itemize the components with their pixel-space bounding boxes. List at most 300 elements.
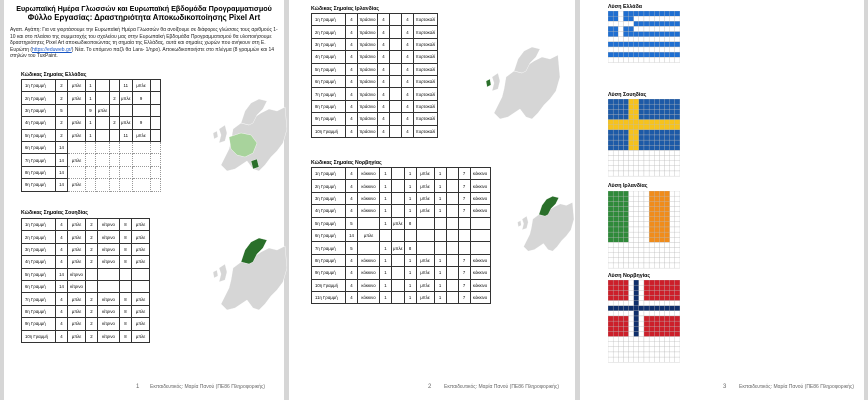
pixel-cell xyxy=(670,311,675,316)
pixel-cell xyxy=(659,357,664,362)
code-cell: κίτρινο xyxy=(68,280,86,292)
pixel-cell xyxy=(654,26,659,31)
pixel-cell xyxy=(649,171,654,176)
pixel-cell xyxy=(634,37,639,42)
pixel-cell xyxy=(644,114,649,119)
pixel-cell xyxy=(654,140,659,145)
row-label: 3η Γραμμή xyxy=(22,243,56,255)
row-label: 7η Γραμμή xyxy=(22,154,56,166)
pixel-cell xyxy=(613,222,618,227)
pixel-cell xyxy=(665,196,670,201)
pixel-cell xyxy=(659,342,664,347)
pixel-cell xyxy=(675,191,680,196)
code-cell: 4 xyxy=(402,75,414,87)
code-cell: 14 xyxy=(56,154,68,166)
pixel-cell xyxy=(623,140,628,145)
code-cell: κόκκινο xyxy=(358,205,380,217)
code-cell xyxy=(458,217,470,229)
pixel-cell xyxy=(649,21,654,26)
pixel-cell xyxy=(639,161,644,166)
pixel-cell xyxy=(670,26,675,31)
pixel-cell xyxy=(675,52,680,57)
pixel-cell xyxy=(659,258,664,263)
pixel-cell xyxy=(613,21,618,26)
pixel-cell xyxy=(644,232,649,237)
pixel-cell xyxy=(639,37,644,42)
pixel-cell xyxy=(629,161,634,166)
code-cell: 7 xyxy=(458,205,470,217)
code-cell: 8 xyxy=(120,293,132,305)
code-cell: 7 xyxy=(458,291,470,303)
code-cell xyxy=(110,104,120,116)
pixel-cell xyxy=(608,331,613,336)
pixel-cell xyxy=(629,295,634,300)
pixel-cell xyxy=(608,248,613,253)
pixel-cell xyxy=(665,201,670,206)
pixel-cell xyxy=(649,114,654,119)
code-cell: 4 xyxy=(346,51,358,63)
code-cell: μπλε xyxy=(68,318,86,330)
pixel-cell xyxy=(644,258,649,263)
pixel-cell xyxy=(665,130,670,135)
pixel-cell xyxy=(639,206,644,211)
code-cell xyxy=(132,166,150,178)
pixel-cell xyxy=(644,242,649,247)
pixel-cell xyxy=(665,301,670,306)
code-cell: 1 xyxy=(404,254,416,266)
pixel-cell xyxy=(670,227,675,232)
pixel-cell xyxy=(665,280,670,285)
pixel-cell xyxy=(629,342,634,347)
pixel-cell xyxy=(623,171,628,176)
pixel-cell xyxy=(670,248,675,253)
pixel-cell xyxy=(618,32,623,37)
code-cell: 4 xyxy=(346,26,358,38)
code-cell: 2 xyxy=(86,243,98,255)
pixel-cell xyxy=(608,232,613,237)
row-label: 5η Γραμμή xyxy=(312,217,346,229)
pixel-cell xyxy=(639,201,644,206)
code-cell: 5 xyxy=(56,104,68,116)
pixel-cell xyxy=(639,145,644,150)
pixel-cell xyxy=(670,120,675,125)
pixel-cell xyxy=(618,237,623,242)
pixel-cell xyxy=(613,156,618,161)
pixel-cell xyxy=(634,316,639,321)
pixel-cell xyxy=(675,120,680,125)
code-cell xyxy=(390,51,402,63)
pixel-cell xyxy=(675,342,680,347)
pixel-cell xyxy=(675,222,680,227)
pixel-cell xyxy=(665,145,670,150)
code-cell xyxy=(446,168,458,180)
pixel-cell xyxy=(649,156,654,161)
code-cell: μπλε xyxy=(132,305,150,317)
pixel-cell xyxy=(659,32,664,37)
pixel-cell xyxy=(639,337,644,342)
pixel-cell xyxy=(608,290,613,295)
code-cell: κόκκινο xyxy=(358,279,380,291)
pixel-cell xyxy=(618,156,623,161)
pixel-cell xyxy=(644,52,649,57)
pixel-cell xyxy=(629,37,634,42)
pixel-cell xyxy=(639,52,644,57)
row-label: 6η Γραμμή xyxy=(22,280,56,292)
pixel-cell xyxy=(654,227,659,232)
pixel-cell xyxy=(618,42,623,47)
pixel-cell xyxy=(665,263,670,268)
pixel-cell xyxy=(665,321,670,326)
code-cell: 8 xyxy=(120,256,132,268)
pixel-cell xyxy=(634,280,639,285)
pixel-cell xyxy=(634,125,639,130)
code-cell xyxy=(150,117,160,129)
pixel-cell xyxy=(639,352,644,357)
code-cell xyxy=(98,268,120,280)
pixel-cell xyxy=(623,290,628,295)
pixel-cell xyxy=(634,237,639,242)
pixel-cell xyxy=(618,191,623,196)
pixel-cell xyxy=(670,206,675,211)
pixel-cell xyxy=(675,227,680,232)
pixel-cell xyxy=(670,109,675,114)
code-cell: πορτοκαλί xyxy=(414,125,438,137)
pixel-cell xyxy=(618,295,623,300)
pixel-cell xyxy=(659,301,664,306)
pixel-cell xyxy=(675,32,680,37)
pixel-cell xyxy=(644,321,649,326)
pixel-cell xyxy=(623,352,628,357)
code-cell xyxy=(392,279,405,291)
code-cell: κίτρινο xyxy=(98,305,120,317)
pixel-cell xyxy=(623,217,628,222)
pixel-cell xyxy=(644,352,649,357)
pixel-cell xyxy=(634,161,639,166)
pixel-cell xyxy=(629,306,634,311)
code-cell: 4 xyxy=(56,256,68,268)
pixel-cell xyxy=(644,37,649,42)
pixel-cell xyxy=(665,222,670,227)
code-cell: 4 xyxy=(402,88,414,100)
code-cell xyxy=(358,217,380,229)
pixel-cell xyxy=(634,32,639,37)
pixel-cell xyxy=(634,227,639,232)
pixel-cell xyxy=(613,37,618,42)
code-cell: 4 xyxy=(346,14,358,26)
pixel-cell xyxy=(634,357,639,362)
code-cell xyxy=(392,229,405,241)
pixel-cell xyxy=(623,201,628,206)
pixel-cell xyxy=(644,47,649,52)
pixel-cell xyxy=(623,206,628,211)
code-cell: 4 xyxy=(378,26,390,38)
row-label: 3η Γραμμή xyxy=(22,104,56,116)
row-label: 1η Γραμμή xyxy=(312,168,346,180)
pixel-cell xyxy=(665,212,670,217)
pixel-cell xyxy=(629,212,634,217)
code-cell: μπλε xyxy=(132,256,150,268)
pixel-cell xyxy=(659,37,664,42)
pixel-cell xyxy=(613,171,618,176)
pixel-cell xyxy=(623,316,628,321)
europe-map-greece xyxy=(211,99,287,177)
uk-shape xyxy=(522,216,528,230)
pixel-cell xyxy=(623,26,628,31)
pixel-cell xyxy=(634,99,639,104)
pixel-cell xyxy=(665,227,670,232)
code-cell: 7 xyxy=(458,254,470,266)
pixel-cell xyxy=(675,47,680,52)
code-cell: 4 xyxy=(402,125,414,137)
pixel-cell xyxy=(629,114,634,119)
pixel-cell xyxy=(665,311,670,316)
pixel-cell xyxy=(608,130,613,135)
sweden-code-heading: Κώδικας Σημαίας Σουηδίας xyxy=(21,210,89,216)
pixel-cell xyxy=(613,290,618,295)
pixel-cell xyxy=(654,357,659,362)
pixel-cell xyxy=(623,196,628,201)
pixel-cell xyxy=(639,232,644,237)
code-cell xyxy=(446,229,458,241)
pixel-cell xyxy=(623,109,628,114)
code-cell: κόκκινο xyxy=(358,254,380,266)
pixel-cell xyxy=(649,331,654,336)
code-cell: πράσινο xyxy=(358,14,378,26)
pixel-cell xyxy=(629,156,634,161)
code-cell: 1 xyxy=(380,254,392,266)
code-cell xyxy=(390,88,402,100)
code-cell: 11 xyxy=(120,80,133,92)
europe-map-norway xyxy=(516,195,574,257)
code-cell: μπλε xyxy=(120,117,133,129)
pixel-cell xyxy=(644,285,649,290)
pixel-cell xyxy=(639,306,644,311)
code-cell xyxy=(434,229,446,241)
code-row xyxy=(312,180,491,192)
pixel-cell xyxy=(670,16,675,21)
pixel-cell xyxy=(639,135,644,140)
pixel-cell xyxy=(649,26,654,31)
pixel-cell xyxy=(665,135,670,140)
code-row xyxy=(22,166,161,178)
pixel-cell xyxy=(623,280,628,285)
row-label: 6η Γραμμή xyxy=(312,229,346,241)
pixel-cell xyxy=(623,357,628,362)
pixel-cell xyxy=(649,316,654,321)
pixel-cell xyxy=(644,120,649,125)
pixel-cell xyxy=(639,57,644,62)
pixel-cell xyxy=(623,263,628,268)
code-row xyxy=(312,125,438,137)
pixel-cell xyxy=(675,280,680,285)
pixel-cell xyxy=(654,342,659,347)
pixel-cell xyxy=(675,290,680,295)
pixel-cell xyxy=(608,295,613,300)
code-cell xyxy=(392,267,405,279)
pixel-cell xyxy=(623,285,628,290)
pixel-cell xyxy=(613,263,618,268)
row-label: 10η Γραμμή xyxy=(312,125,346,137)
intro-text: Αγαπ. Αγάπη: Για να γιορτάσουμε την Ευρωπαϊκή Ημέρα Γλωσσών θα ανοίξουμε σε διάφορες γλώσσες τους αριθμούς 1-10 και στο πλαίσιο της συμμετοχής του σχολείου μας στην Ευρωπαϊκή Εβδομάδα Προγραμματισμού θα υλοποιήσουμε δραστηριότητες Pixel Art αποκωδικοποιώντας τη σημαία της Ελλάδας, αυτά και σημαίες χωρών που ανήκουν στη Ε. Ευρώπη (https://eduweb.gr/) Νέα. Το επόμενο παζλ θα Lara- 1/ηρο). Αποκωδικοποιήστε στο πλέγμα (8 γραμμών και 14 στηλών του TuxPaint. xyxy=(10,27,278,60)
code-cell: 1 xyxy=(434,192,446,204)
code-cell: 9 xyxy=(132,117,150,129)
pixel-cell xyxy=(618,280,623,285)
pixel-cell xyxy=(649,104,654,109)
row-label: 2η Γραμμή xyxy=(312,180,346,192)
page-number: 2 xyxy=(428,384,432,390)
pixel-cell xyxy=(623,57,628,62)
pixel-cell xyxy=(644,337,649,342)
pixel-cell xyxy=(654,196,659,201)
pixel-cell xyxy=(623,161,628,166)
pixel-cell xyxy=(623,337,628,342)
code-cell: πορτοκαλί xyxy=(414,88,438,100)
row-label: 6η Γραμμή xyxy=(312,75,346,87)
pixel-cell xyxy=(629,248,634,253)
pixel-cell xyxy=(649,311,654,316)
code-cell xyxy=(404,229,416,241)
row-label: 8η Γραμμή xyxy=(22,166,56,178)
pixel-cell xyxy=(639,248,644,253)
code-cell: πράσινο xyxy=(358,100,378,112)
code-row xyxy=(22,117,161,129)
pixel-cell xyxy=(670,57,675,62)
pixel-cell xyxy=(665,258,670,263)
pixel-cell xyxy=(644,156,649,161)
pixel-cell xyxy=(670,201,675,206)
code-row xyxy=(22,141,161,153)
pixel-cell xyxy=(623,232,628,237)
code-row xyxy=(312,267,491,279)
code-cell xyxy=(446,267,458,279)
code-row xyxy=(22,330,150,342)
pixel-cell xyxy=(675,242,680,247)
sweden-flag-solution xyxy=(608,99,680,177)
pixel-cell xyxy=(613,321,618,326)
pixel-cell xyxy=(675,16,680,21)
pixel-cell xyxy=(608,32,613,37)
pixel-cell xyxy=(675,237,680,242)
pixel-cell xyxy=(659,191,664,196)
code-cell: πορτοκαλί xyxy=(414,14,438,26)
pixel-cell xyxy=(608,57,613,62)
pixel-cell xyxy=(618,140,623,145)
code-cell: πορτοκαλί xyxy=(414,63,438,75)
code-cell: μπλε xyxy=(392,217,405,229)
pixel-cell xyxy=(613,42,618,47)
code-cell: 1 xyxy=(434,254,446,266)
pixel-cell xyxy=(608,258,613,263)
pixel-cell xyxy=(618,114,623,119)
code-cell xyxy=(86,166,96,178)
code-cell: 4 xyxy=(346,279,358,291)
pixel-cell xyxy=(634,11,639,16)
pixel-cell xyxy=(639,222,644,227)
pixel-cell xyxy=(613,11,618,16)
pixel-cell xyxy=(644,342,649,347)
pixel-cell xyxy=(634,171,639,176)
pixel-cell xyxy=(670,11,675,16)
pixel-cell xyxy=(618,104,623,109)
code-row xyxy=(22,231,150,243)
code-cell xyxy=(110,179,120,191)
row-label: 1η Γραμμή xyxy=(312,14,346,26)
code-cell xyxy=(110,154,120,166)
code-cell: 4 xyxy=(346,113,358,125)
code-cell xyxy=(96,92,110,104)
pixel-cell xyxy=(659,99,664,104)
pixel-cell xyxy=(649,140,654,145)
worksheet-page-3 xyxy=(580,0,864,400)
pixel-cell xyxy=(670,285,675,290)
pixel-cell xyxy=(634,21,639,26)
pixel-cell xyxy=(639,99,644,104)
pixel-cell xyxy=(629,99,634,104)
pixel-cell xyxy=(608,171,613,176)
pixel-cell xyxy=(613,32,618,37)
pixel-cell xyxy=(659,130,664,135)
pixel-cell xyxy=(618,242,623,247)
pixel-cell xyxy=(623,99,628,104)
code-cell: μπλε xyxy=(132,293,150,305)
pixel-cell xyxy=(639,253,644,258)
pixel-cell xyxy=(623,301,628,306)
code-cell: 7 xyxy=(458,168,470,180)
greece-code-table xyxy=(21,79,161,192)
code-cell: μπλε xyxy=(416,205,434,217)
pixel-cell xyxy=(665,347,670,352)
code-cell: 2 xyxy=(86,318,98,330)
pixel-cell xyxy=(639,171,644,176)
pixel-cell xyxy=(659,150,664,155)
code-cell: 1 xyxy=(434,205,446,217)
pixel-cell xyxy=(618,171,623,176)
pixel-cell xyxy=(623,120,628,125)
pixel-cell xyxy=(675,11,680,16)
pixel-cell xyxy=(644,42,649,47)
code-cell: 11 xyxy=(120,129,133,141)
pixel-cell xyxy=(629,253,634,258)
pixel-cell xyxy=(665,248,670,253)
pixel-cell xyxy=(675,326,680,331)
pixel-cell xyxy=(665,99,670,104)
pixel-cell xyxy=(634,347,639,352)
pixel-cell xyxy=(675,263,680,268)
code-cell: κόκκινο xyxy=(470,254,490,266)
pixel-cell xyxy=(644,212,649,217)
pixel-cell xyxy=(608,326,613,331)
pixel-cell xyxy=(644,248,649,253)
pixel-cell xyxy=(608,285,613,290)
pixel-cell xyxy=(675,248,680,253)
pixel-cell xyxy=(665,26,670,31)
code-cell: μπλε xyxy=(416,267,434,279)
code-cell: 2 xyxy=(86,256,98,268)
pixel-cell xyxy=(665,295,670,300)
code-cell: μπλε xyxy=(392,242,405,254)
intro-link[interactable]: https://eduweb.gr/ xyxy=(32,46,72,53)
code-cell xyxy=(150,80,160,92)
row-label: 2η Γραμμή xyxy=(22,92,56,104)
row-label: 9η Γραμμή xyxy=(312,113,346,125)
pixel-cell xyxy=(659,347,664,352)
pixel-cell xyxy=(629,109,634,114)
code-cell: 4 xyxy=(56,330,68,342)
pixel-cell xyxy=(670,104,675,109)
pixel-cell xyxy=(659,285,664,290)
pixel-cell xyxy=(675,104,680,109)
code-cell: κόκκινο xyxy=(358,168,380,180)
